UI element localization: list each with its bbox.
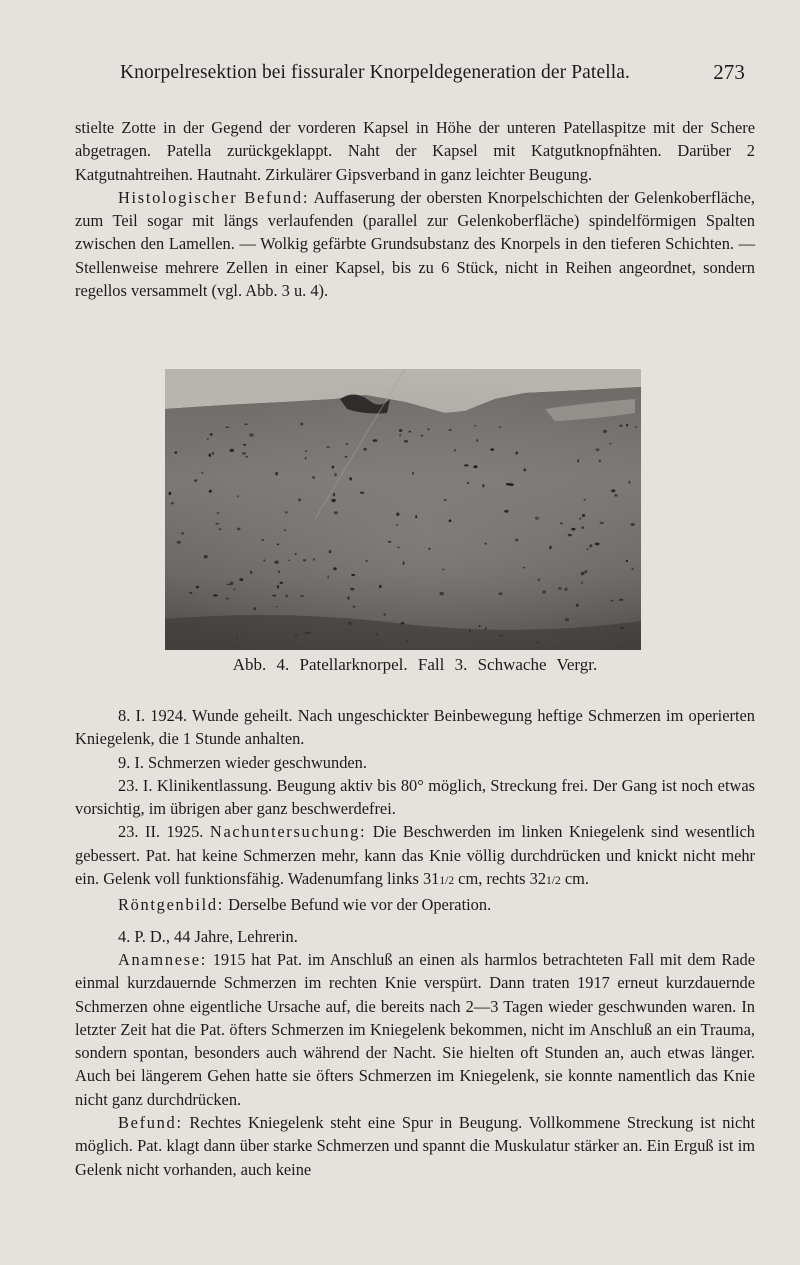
entry-9-jan: 9. I. Schmerzen wieder geschwunden.	[118, 752, 367, 772]
cell-nucleus	[275, 472, 278, 475]
cell-nucleus	[253, 607, 256, 610]
cell-nucleus	[277, 585, 280, 588]
cell-nucleus	[334, 511, 338, 514]
histology-text: Auffaserung der obersten Knorpelschichten der Gelenkoberfläche, zum Teil sogar mit längs verlaufenden (parallel zur Gelenkoberfläche) spindelförmigen Spalten zwischen den Lamellen. — Wolkig gefärbte Grundsubstanz des Knorpels in den tieferen Schichten. — Stellenweise mehrere Zellen in einer Kapsel, bis zu 6 Stück, nicht in Reihen angeordnet, sondern regellos versammelt (vgl. Abb. 3 u. 4).	[75, 187, 755, 301]
running-title: Knorpelresektion bei fissuraler Knorpeldegeneration der Patella.	[120, 62, 630, 83]
cell-nucleus	[581, 572, 585, 575]
cell-nucleus	[506, 483, 511, 485]
cell-nucleus	[285, 595, 287, 598]
cell-nucleus	[589, 544, 592, 547]
cell-nucleus	[217, 512, 219, 514]
section-gap	[75, 917, 755, 925]
cell-nucleus	[490, 448, 494, 450]
cell-nucleus	[415, 515, 417, 518]
cell-nucleus	[626, 560, 628, 562]
cell-nucleus	[169, 492, 172, 495]
cell-nucleus	[363, 448, 366, 451]
cell-nucleus	[443, 499, 447, 501]
cell-nucleus	[629, 481, 631, 484]
cell-nucleus	[239, 578, 243, 581]
histology-label: Histologischer Befund:	[118, 187, 310, 207]
cell-nucleus	[479, 625, 481, 627]
cell-nucleus	[475, 425, 477, 427]
cell-nucleus	[523, 468, 526, 471]
cell-nucleus	[175, 451, 178, 454]
cell-nucleus	[626, 424, 628, 427]
histology-paragraph	[75, 186, 755, 302]
cell-nucleus	[237, 495, 239, 497]
xray-label: Röntgenbild:	[118, 895, 224, 915]
cell-nucleus	[632, 568, 634, 571]
cell-nucleus	[225, 598, 229, 600]
cell-nucleus	[288, 560, 290, 561]
cell-nucleus	[442, 569, 445, 571]
cell-nucleus	[398, 546, 400, 548]
cell-nucleus	[225, 427, 229, 428]
fraction-left: 1/2	[439, 875, 455, 888]
cell-nucleus	[610, 600, 613, 602]
cell-nucleus	[326, 446, 330, 448]
cell-nucleus	[298, 498, 300, 501]
cell-nucleus	[219, 529, 222, 530]
cell-nucleus	[611, 489, 615, 492]
cell-nucleus	[233, 589, 236, 590]
cell-nucleus	[584, 499, 586, 501]
cell-nucleus	[582, 526, 584, 529]
cell-nucleus	[504, 510, 508, 513]
figure-caption: Abb. 4. Patellarknorpel. Fall 3. Schwache Vergr.	[232, 655, 598, 674]
cell-nucleus	[619, 424, 622, 427]
cell-nucleus	[201, 472, 203, 475]
cell-nucleus	[263, 560, 265, 562]
cell-nucleus	[237, 528, 241, 531]
cell-nucleus	[558, 587, 562, 590]
cell-nucleus	[177, 541, 181, 544]
intro-text-block	[75, 116, 755, 302]
cell-nucleus	[365, 560, 367, 562]
cell-nucleus	[600, 522, 604, 524]
anamnesis-text: 1915 hat Pat. im Anschluß an einen als harmlos betrachteten Fall mit dem Rade einmal kurzdauernde Schmerzen im rechten Knie verspürt. Dann traten 1917 erneut kurzdauernde Schmerzen ohne eigentliche Ursache auf, die bereits nach 2—3 Tagen wieder geschwunden waren. In letzter Zeit hat die Pat. öfters Schmerzen im Kniegelenk bekommen, nicht im Anschluß an ein Trauma, sondern spontan, besonders auch während der Nacht. Sie hielten oft Stunden an, auch etwas länger. Auch bei längerem Gehen hatte sie öfters Schmerzen im Kniegelenk, sie konnte namentlich das Knie nicht ganz durchdrücken.	[75, 949, 755, 1109]
cell-nucleus	[499, 426, 501, 428]
xray-paragraph	[75, 893, 755, 916]
cell-nucleus	[207, 438, 209, 440]
cell-nucleus	[564, 588, 567, 591]
cell-nucleus	[399, 429, 402, 432]
operation-paragraph: stielte Zotte in der Gegend der vorderen Kapsel in Höhe der unteren Patellaspitze mit der Schere abgetragen. Patella zurückgeklappt. Naht der Kapsel mit Katgutknopfnähten. Darüber 2 Katgutnahtreihen. Hautnaht. Zirkulärer Gipsverband in ganz leichter Beugung.	[75, 118, 755, 184]
anamnesis-label: Anamnese:	[118, 949, 208, 969]
cell-nucleus	[276, 606, 278, 607]
cell-nucleus	[329, 550, 332, 553]
cell-nucleus	[284, 529, 286, 531]
cell-nucleus	[384, 613, 386, 615]
cell-nucleus	[585, 570, 588, 573]
findings-paragraph	[75, 1111, 755, 1181]
cell-nucleus	[243, 444, 246, 446]
cell-nucleus	[630, 523, 634, 526]
entry-8-jan: 8. I. 1924. Wunde geheilt. Nach ungeschickter Beinbewegung heftige Schmerzen im operierten Kniegelenk, die 1 Stunde anhalten.	[75, 706, 755, 749]
followup-text-c: cm.	[560, 869, 589, 889]
cell-nucleus	[204, 555, 208, 558]
cell-nucleus	[373, 439, 378, 442]
cell-nucleus	[285, 511, 288, 513]
case-4-heading: 4. P. D., 44 Jahre, Lehrerin.	[118, 926, 298, 946]
micrograph-figure	[165, 369, 641, 650]
xray-text: Derselbe Befund wie vor der Operation.	[224, 895, 492, 915]
cell-nucleus	[542, 591, 546, 594]
cell-nucleus	[196, 586, 199, 589]
cell-nucleus	[300, 595, 304, 597]
cell-nucleus	[171, 502, 174, 504]
cell-nucleus	[278, 571, 280, 574]
cell-nucleus	[181, 532, 184, 535]
cell-nucleus	[189, 592, 192, 594]
cell-nucleus	[208, 453, 211, 456]
cell-nucleus	[428, 548, 430, 550]
cell-nucleus	[331, 499, 336, 502]
course-text-block	[75, 704, 755, 1181]
cell-nucleus	[464, 464, 469, 466]
cell-nucleus	[454, 449, 456, 451]
cell-nucleus	[213, 594, 218, 596]
cell-nucleus	[347, 596, 349, 599]
cell-nucleus	[576, 604, 579, 607]
cell-nucleus	[516, 452, 518, 455]
cell-nucleus	[215, 523, 219, 525]
cell-nucleus	[305, 450, 307, 452]
cell-nucleus	[272, 595, 276, 597]
cell-nucleus	[212, 452, 214, 455]
cell-nucleus	[388, 541, 392, 543]
cell-nucleus	[587, 548, 589, 550]
cell-nucleus	[615, 494, 618, 496]
anamnesis-paragraph	[75, 948, 755, 1111]
cell-nucleus	[312, 476, 315, 479]
cell-nucleus	[484, 543, 486, 545]
cell-nucleus	[538, 578, 540, 581]
cell-nucleus	[333, 567, 336, 570]
cell-nucleus	[242, 452, 246, 455]
cell-nucleus	[467, 482, 470, 484]
cell-nucleus	[482, 484, 484, 488]
cell-nucleus	[477, 439, 479, 442]
cell-nucleus	[345, 456, 348, 458]
fraction-right: 1/2	[546, 875, 561, 888]
cell-nucleus	[560, 522, 563, 524]
cell-nucleus	[403, 562, 405, 565]
cell-nucleus	[603, 430, 607, 434]
entry-23-jan: 23. I. Klinikentlassung. Beugung aktiv bis 80° möglich, Streckung frei. Der Gang ist noch etwas vorsichtig, im übrigen aber ganz beschwerdefrei.	[75, 775, 755, 819]
cell-nucleus	[595, 543, 600, 546]
cell-nucleus	[582, 514, 585, 517]
cell-nucleus	[280, 582, 284, 584]
cell-nucleus	[351, 574, 355, 576]
findings-label: Befund:	[118, 1113, 183, 1133]
cell-nucleus	[230, 582, 233, 586]
cell-nucleus	[448, 429, 452, 431]
cell-nucleus	[523, 567, 525, 569]
cell-nucleus	[420, 435, 423, 437]
cell-nucleus	[565, 618, 569, 621]
cell-nucleus	[333, 493, 335, 496]
cell-nucleus	[412, 472, 414, 475]
cell-nucleus	[609, 443, 612, 445]
followup-text-a: Die Beschwerden im linken Kniegelenk sind wesentlich gebessert. Pat. hat keine Schmerzen mehr, kann das Knie völlig durchdrücken und knickt nicht mehr ein. Gelenk voll funktionsfähig. Wadenumfang links 31	[75, 822, 755, 889]
cell-nucleus	[636, 426, 638, 428]
cell-nucleus	[515, 539, 518, 542]
cell-nucleus	[261, 539, 264, 540]
cell-nucleus	[349, 477, 352, 480]
cell-nucleus	[249, 433, 254, 437]
cartilage-micrograph-image	[165, 369, 641, 650]
cell-nucleus	[599, 460, 601, 463]
cell-nucleus	[396, 524, 398, 527]
cell-nucleus	[230, 449, 234, 452]
cell-nucleus	[246, 456, 248, 458]
cell-nucleus	[379, 585, 382, 588]
cell-nucleus	[210, 433, 213, 436]
running-header	[120, 62, 745, 92]
cell-nucleus	[427, 428, 430, 430]
page-number: 273	[713, 60, 745, 84]
cell-nucleus	[350, 588, 354, 591]
cell-nucleus	[334, 473, 337, 476]
cell-nucleus	[295, 553, 297, 555]
cell-nucleus	[313, 558, 315, 561]
cell-nucleus	[274, 561, 278, 564]
cell-nucleus	[499, 592, 503, 595]
cell-nucleus	[305, 457, 307, 459]
followup-label: Nachuntersuchung:	[209, 822, 367, 842]
cell-nucleus	[399, 434, 401, 436]
cell-nucleus	[396, 513, 399, 516]
cell-nucleus	[535, 517, 539, 520]
findings-text: Rechtes Kniegelenk steht eine Spur in Beugung. Vollkommene Streckung ist nicht möglich. Pat. klagt dann über starke Schmerzen und spannt die Muskulatur stärker an. Ein Erguß ist im Gelenk nicht vorhanden, auch keine	[75, 1113, 755, 1179]
cell-nucleus	[596, 448, 600, 451]
cell-nucleus	[449, 519, 452, 522]
cell-nucleus	[439, 592, 444, 595]
cell-nucleus	[581, 582, 583, 584]
cell-nucleus	[244, 423, 248, 425]
cell-nucleus	[345, 443, 348, 445]
followup-date: 23. II. 1925.	[118, 822, 210, 842]
cell-nucleus	[277, 544, 280, 546]
cell-nucleus	[549, 546, 552, 549]
cell-nucleus	[577, 459, 579, 462]
cell-nucleus	[579, 518, 581, 520]
cell-nucleus	[408, 431, 411, 433]
cell-nucleus	[619, 599, 624, 601]
cell-nucleus	[568, 534, 572, 536]
cell-nucleus	[360, 492, 364, 494]
cell-nucleus	[332, 466, 335, 469]
entry-23-feb	[75, 820, 755, 893]
cell-nucleus	[300, 423, 303, 426]
cell-nucleus	[209, 490, 212, 493]
followup-text-b: cm, rechts 32	[454, 869, 547, 889]
cell-nucleus	[327, 576, 329, 579]
cell-nucleus	[473, 465, 477, 468]
cell-nucleus	[353, 606, 355, 608]
cell-nucleus	[404, 440, 408, 443]
cell-nucleus	[571, 528, 575, 531]
cell-nucleus	[194, 479, 197, 482]
cell-nucleus	[303, 559, 306, 561]
cell-nucleus	[250, 571, 253, 574]
